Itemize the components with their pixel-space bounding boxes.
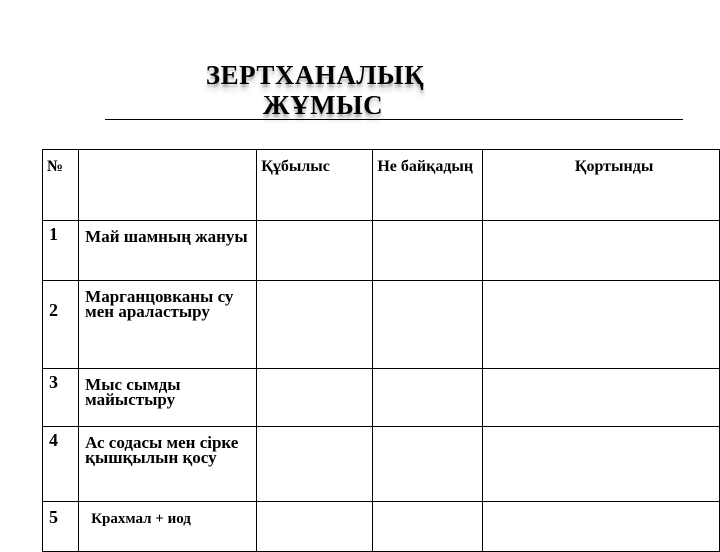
header-observed: Не байқадың: [373, 150, 483, 221]
row-phenomenon-cell[interactable]: [257, 427, 373, 502]
page-title: [190, 60, 440, 120]
row-conclusion-cell[interactable]: [483, 502, 720, 552]
table-header-row: [43, 150, 720, 221]
table-row: [43, 427, 720, 502]
table-row: [43, 281, 720, 369]
row-task: Крахмал + иод: [79, 502, 257, 552]
row-phenomenon-cell[interactable]: [257, 369, 373, 427]
header-task: [79, 150, 257, 221]
row-conclusion-cell[interactable]: [483, 221, 720, 281]
row-number: 3: [43, 369, 79, 427]
row-number: 1: [43, 221, 79, 281]
row-observed-cell[interactable]: [373, 221, 483, 281]
row-phenomenon-cell[interactable]: [257, 281, 373, 369]
row-observed-cell[interactable]: [373, 427, 483, 502]
row-phenomenon-cell[interactable]: [257, 502, 373, 552]
row-conclusion-cell[interactable]: [483, 281, 720, 369]
row-task: Марганцовканы су мен араластыру: [79, 281, 257, 369]
row-task: Ас содасы мен сірке қышқылын қосу: [79, 427, 257, 502]
table-row: [43, 369, 720, 427]
row-observed-cell[interactable]: [373, 369, 483, 427]
row-conclusion-cell[interactable]: [483, 427, 720, 502]
lab-work-table: [42, 149, 720, 552]
row-observed-cell[interactable]: [373, 281, 483, 369]
row-phenomenon-cell[interactable]: [257, 221, 373, 281]
title-underline: [105, 119, 683, 120]
row-conclusion-cell[interactable]: [483, 369, 720, 427]
header-phenomenon: Құбылыс: [257, 150, 373, 221]
table-row: [43, 221, 720, 281]
header-number: №: [43, 150, 79, 221]
title-line-1: ЗЕРТХАНАЛЫҚ: [205, 60, 425, 90]
row-task: Мыс сымды майыстыру: [79, 369, 257, 427]
title-line-2: ЖҰМЫС: [262, 90, 384, 120]
row-task: Май шамның жануы: [79, 221, 257, 281]
row-number: 4: [43, 427, 79, 502]
row-number: 5: [43, 502, 79, 552]
row-number: 2: [43, 281, 79, 369]
header-conclusion: Қортынды: [483, 150, 720, 221]
table-row: [43, 502, 720, 552]
row-observed-cell[interactable]: [373, 502, 483, 552]
